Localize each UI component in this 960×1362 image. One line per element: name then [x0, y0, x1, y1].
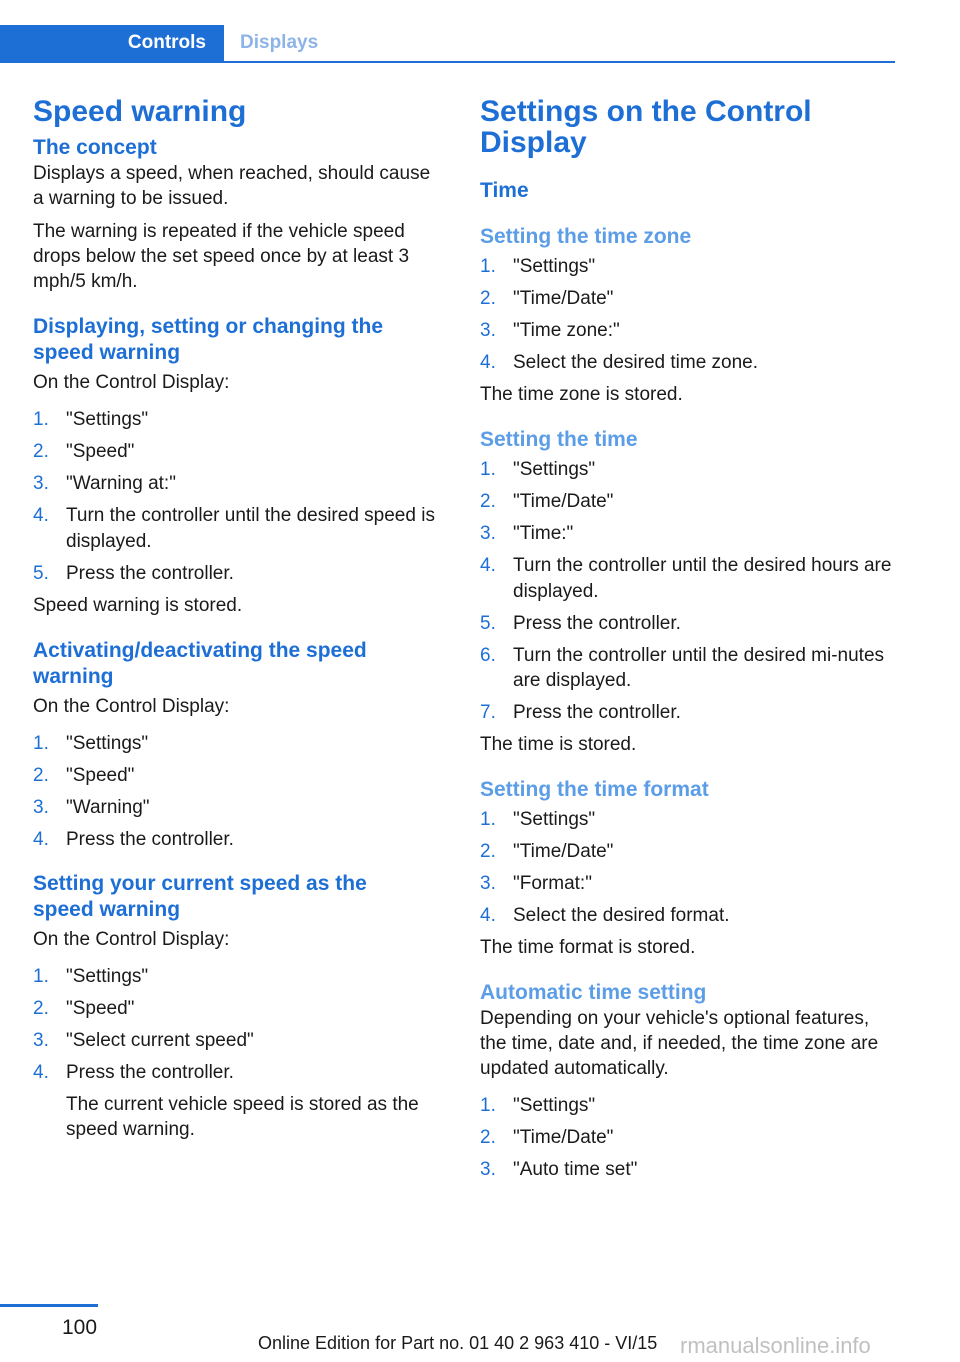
- concept-paragraph-1: Displays a speed, when reached, should cause a warning to be issued.: [33, 163, 431, 209]
- current-note: The current vehicle speed is stored as the speed warning.: [66, 1093, 419, 1140]
- list-item: 3. "Auto time set": [480, 1157, 895, 1183]
- list-item: 7. Press the controller.: [480, 700, 895, 726]
- step-number: 4.: [33, 828, 49, 850]
- current-steps: [33, 964, 445, 1086]
- list-item: 1. "Settings": [33, 407, 445, 433]
- list-item: 4. Turn the controller until the desired speed is displayed.: [33, 505, 435, 552]
- step-number: 2.: [33, 997, 49, 1019]
- page-title-speed-warning: Speed warning: [33, 95, 247, 128]
- heading-time: Time: [480, 179, 529, 202]
- footer-edition: Online Edition for Part no. 01 40 2 963 410 - VI/15: [258, 1333, 658, 1353]
- tab-controls[interactable]: Controls: [0, 25, 224, 61]
- step-number: 3.: [33, 1029, 49, 1051]
- footer-divider: [0, 1304, 98, 1307]
- step-number: 4.: [33, 505, 49, 526]
- step-number: 2.: [480, 841, 496, 862]
- heading-time-format: Setting the time format: [480, 778, 709, 801]
- step-number: 1.: [480, 809, 496, 830]
- step-number: 1.: [480, 459, 496, 480]
- list-item: 3. "Select current speed": [33, 1028, 445, 1054]
- time-zone-outro: The time zone is stored.: [480, 384, 683, 405]
- step-number: 2.: [480, 288, 496, 309]
- setting-time-outro: The time is stored.: [480, 734, 637, 755]
- list-item: 4. Turn the controller until the desired hours are displayed.: [480, 555, 892, 602]
- list-item: 2. "Time/Date": [480, 286, 895, 312]
- list-item: 4. Select the desired time zone.: [480, 350, 895, 376]
- heading-activating-speed-warning: Activating/deactivating the speed warning: [33, 638, 367, 688]
- list-item: 5. Press the controller.: [480, 611, 895, 637]
- step-number: 1.: [33, 409, 49, 430]
- list-item: 4. Press the controller.: [33, 1060, 445, 1086]
- step-number: 6.: [480, 644, 496, 666]
- step-number: 3.: [33, 473, 49, 494]
- setting-time-steps: [480, 457, 895, 726]
- displaying-steps: [33, 407, 445, 586]
- header-tabbar: [0, 25, 895, 63]
- step-number: 7.: [480, 702, 496, 723]
- step-number: 1.: [33, 965, 49, 987]
- right-column: [480, 96, 895, 1189]
- list-item: 1. "Settings": [480, 254, 895, 280]
- step-number: 1.: [480, 1095, 496, 1116]
- list-item: 3. "Time:": [480, 521, 895, 547]
- step-number: 4.: [480, 555, 496, 576]
- watermark: rmanualsonline.info: [680, 1333, 871, 1358]
- tab-displays[interactable]: Displays: [240, 32, 319, 53]
- list-item: 4. Press the controller.: [33, 827, 445, 853]
- list-item: 1. "Settings": [480, 1093, 895, 1119]
- list-item: 2. "Time/Date": [480, 839, 895, 865]
- list-item: 1. "Settings": [33, 731, 445, 757]
- list-item: 1. "Settings": [33, 964, 445, 990]
- step-number: 5.: [33, 562, 49, 584]
- step-number: 5.: [480, 612, 496, 634]
- step-number: 3.: [480, 873, 496, 894]
- list-item: 3. "Warning": [33, 795, 445, 821]
- step-number: 1.: [480, 256, 496, 277]
- activating-intro: On the Control Display:: [33, 695, 230, 717]
- step-number: 2.: [33, 764, 49, 786]
- list-item: 3. "Format:": [480, 871, 895, 897]
- step-number: 1.: [33, 732, 49, 754]
- step-number: 2.: [480, 1127, 496, 1148]
- list-item: 4. Select the desired format.: [480, 903, 895, 929]
- list-item: 3. "Warning at:": [33, 471, 445, 497]
- current-intro: On the Control Display:: [33, 928, 230, 950]
- step-number: 3.: [480, 320, 496, 341]
- heading-setting-time: Setting the time: [480, 428, 638, 451]
- heading-current-speed-warning: Setting your current speed as the speed warning: [33, 871, 367, 921]
- auto-time-steps: [480, 1093, 895, 1183]
- page-title-settings: Settings on the Control Display: [480, 95, 812, 159]
- step-number: 3.: [33, 796, 49, 818]
- page-number: 100: [62, 1316, 98, 1339]
- concept-paragraph-2: The warning is repeated if the vehicle speed drops below the set speed once by at least 3 mph/5 km/h.: [33, 221, 410, 292]
- step-number: 4.: [480, 905, 496, 926]
- step-number: 3.: [480, 1159, 496, 1180]
- list-item: 3. "Time zone:": [480, 318, 895, 344]
- list-item: 2. "Speed": [33, 439, 445, 465]
- heading-time-zone: Setting the time zone: [480, 225, 692, 248]
- auto-time-intro: Depending on your vehicle's optional features, the time, date and, if needed, the time zone are updated automatically.: [480, 1008, 879, 1079]
- heading-displaying-speed-warning: Displaying, setting or changing the speed warning: [33, 315, 384, 364]
- displaying-intro: On the Control Display:: [33, 372, 230, 393]
- list-item: 2. "Time/Date": [480, 489, 895, 515]
- displaying-outro: Speed warning is stored.: [33, 594, 243, 616]
- time-zone-steps: [480, 254, 895, 376]
- list-item: 2. "Time/Date": [480, 1125, 895, 1151]
- step-number: 2.: [480, 491, 496, 512]
- step-number: 4.: [480, 352, 496, 373]
- list-item: 2. "Speed": [33, 996, 445, 1022]
- step-number: 4.: [33, 1061, 49, 1083]
- list-item: 2. "Speed": [33, 763, 445, 789]
- step-number: 3.: [480, 523, 496, 544]
- step-number: 2.: [33, 441, 49, 462]
- time-format-steps: [480, 807, 895, 929]
- list-item: 5. Press the controller.: [33, 561, 445, 587]
- time-format-outro: The time format is stored.: [480, 937, 696, 958]
- heading-auto-time: Automatic time setting: [480, 981, 707, 1004]
- heading-the-concept: The concept: [33, 136, 157, 159]
- list-item: 1. "Settings": [480, 457, 895, 483]
- list-item: 6. Turn the controller until the desired mi-nutes are displayed.: [480, 644, 885, 691]
- list-item: 1. "Settings": [480, 807, 895, 833]
- activating-steps: [33, 731, 445, 853]
- left-column: [33, 96, 445, 1142]
